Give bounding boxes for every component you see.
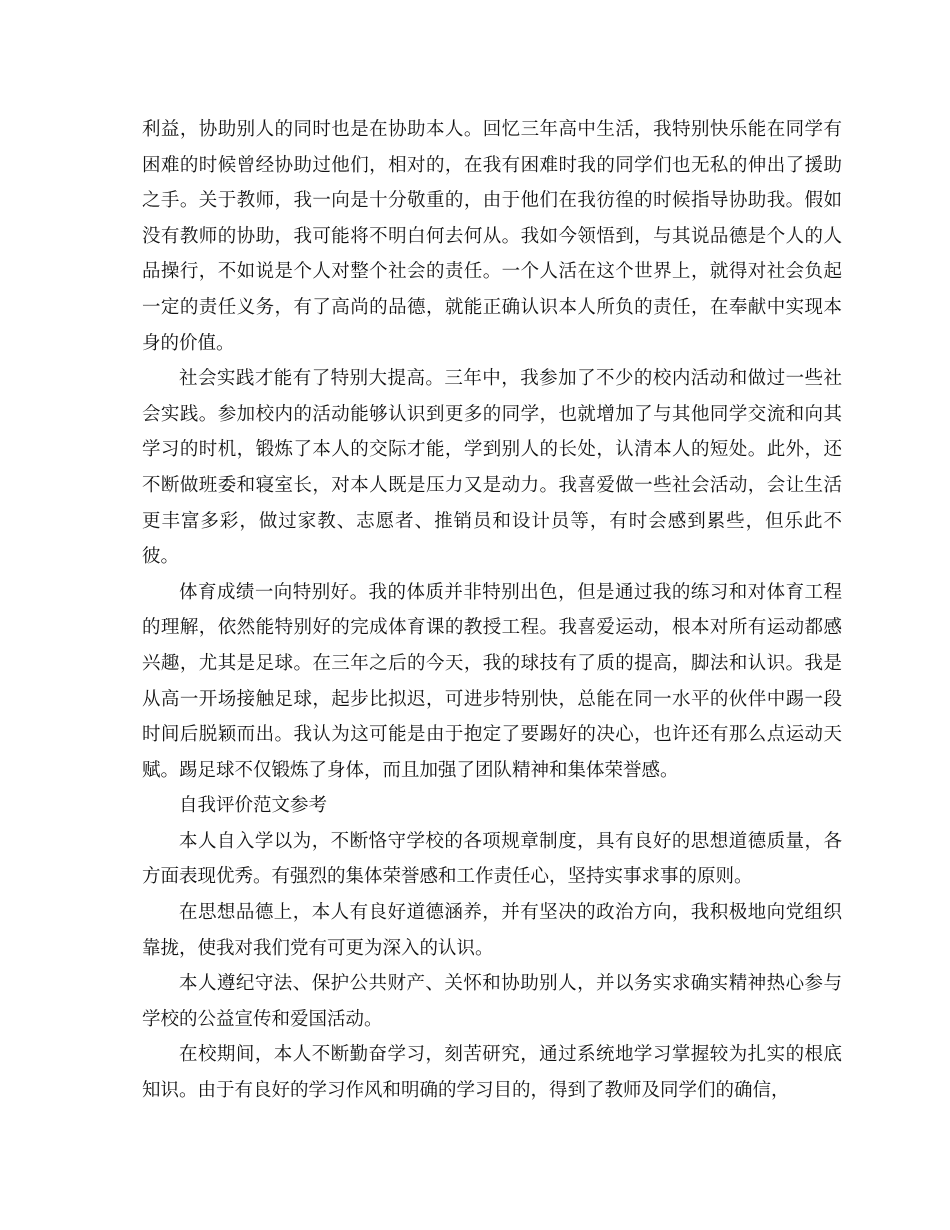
paragraph-2: 社会实践才能有了特别大提高。三年中，我参加了不少的校内活动和做过一些社会实践。参加校内的活动能够认识到更多的同学，也就增加了与其他同学交流和向其学习的时机，锻炼了本人的交际才能，学到别人的长处，认清本人的短处。此外，还不断做班委和寝室长，对本人既是压力又是动力。我喜爱做一些社会活动，会让生活更丰富多彩，做过家教、志愿者、推销员和设计员等，有时会感到累些，但乐此不彼。: [142, 368, 842, 568]
paragraph-7: 本人遵纪守法、保护公共财产、关怀和协助别人，并以务实求确实精神热心参与学校的公益宣传和爱国活动。: [142, 973, 842, 1030]
paragraph-1: 利益，协助别人的同时也是在协助本人。回忆三年高中生活，我特别快乐能在同学有困难的时候曾经协助过他们，相对的，在我有困难时我的同学们也无私的伸出了援助之手。关于教师，我一向是十分敬重的，由于他们在我彷徨的时候指导协助我。假如没有教师的协助，我可能将不明白何去何从。我如今领悟到，与其说品德是个人的人品操行，不如说是个人对整个社会的责任。一个人活在这个世界上，就得对社会负起一定的责任义务，有了高尚的品德，就能正确认识本人所负的责任，在奉献中实现本身的价值。: [142, 119, 842, 354]
paragraph-8: 在校期间，本人不断勤奋学习，刻苦研究，通过系统地学习掌握较为扎实的根底知识。由于有良好的学习作风和明确的学习目的，得到了教师及同学们的确信，: [142, 1044, 842, 1102]
paragraph-5: 本人自入学以为，不断恪守学校的各项规章制度，具有良好的思想道德质量，各方面表现优秀。有强烈的集体荣誉感和工作责任心，坚持实事求事的原则。: [142, 830, 842, 888]
document-body: [142, 112, 842, 1109]
paragraph-6: 在思想品德上，本人有良好道德涵养，并有坚决的政治方向，我积极地向党组织靠拢，使我对我们党有可更为深入的认识。: [142, 902, 842, 959]
section-heading: 自我评价范文参考: [179, 795, 328, 817]
paragraph-3: 体育成绩一向特别好。我的体质并非特别出色，但是通过我的练习和对体育工程的理解，依然能特别好的完成体育课的教授工程。我喜爱运动，根本对所有运动都感兴趣，尤其是足球。在三年之后的今天，我的球技有了质的提高，脚法和认识。我是从高一开场接触足球，起步比拟迟，可进步特别快，总能在同一水平的伙伴中踢一段时间后脱颖而出。我认为这可能是由于抱定了要踢好的决心，也许还有那么点运动天赋。踢足球不仅锻炼了身体，而且加强了团队精神和集体荣誉感。: [142, 581, 842, 781]
